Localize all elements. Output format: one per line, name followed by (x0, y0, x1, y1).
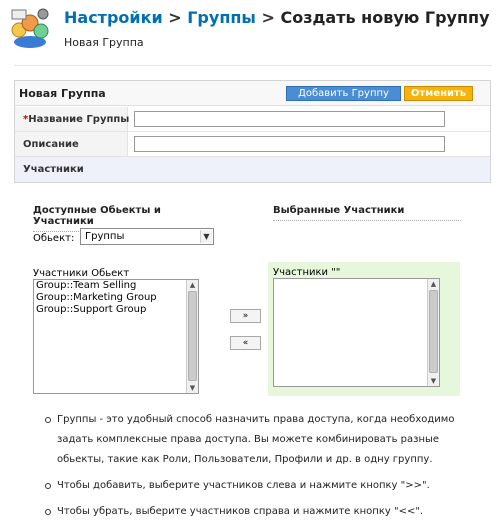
selected-members-title: Выбранные Участники (273, 205, 461, 221)
description-label: Описание (15, 132, 128, 156)
breadcrumb-settings-link[interactable]: Настройки (64, 8, 163, 27)
help-notes (36, 410, 456, 522)
object-type-selected: Группы (85, 231, 125, 242)
group-name-input[interactable] (134, 111, 445, 127)
list-item (36, 502, 456, 522)
form-header (15, 81, 490, 106)
scroll-up-arrow-icon[interactable]: ▲ (430, 280, 437, 288)
breadcrumb-groups-link[interactable]: Группы (187, 8, 256, 27)
scrollbar-thumb[interactable] (429, 290, 438, 373)
list-item[interactable]: Group::Marketing Group (36, 292, 157, 303)
add-group-button[interactable]: Добавить Группу (286, 86, 401, 101)
selected-list-label: Участники "" (273, 267, 341, 278)
scroll-down-arrow-icon[interactable]: ▼ (430, 377, 437, 385)
scroll-up-arrow-icon[interactable]: ▲ (189, 281, 196, 289)
cancel-button[interactable]: Отменить (404, 86, 473, 101)
group-name-row (15, 107, 490, 132)
list-item[interactable]: Group::Support Group (36, 304, 147, 315)
form-title: Новая Группа (19, 87, 106, 100)
bullet-icon (45, 483, 51, 489)
members-row (15, 157, 490, 182)
breadcrumb-separator: > (261, 8, 275, 27)
object-label: Обьект: (33, 233, 75, 244)
breadcrumb-separator: > (168, 8, 182, 27)
description-input[interactable] (134, 136, 445, 152)
bullet-icon (45, 509, 51, 515)
scrollbar[interactable] (427, 279, 439, 386)
scroll-down-arrow-icon[interactable]: ▼ (189, 384, 196, 392)
page-header (0, 0, 500, 62)
note-text: Группы - это удобный способ назначить права доступа, когда необходимо задать комплексные права доступа. Вы можете комбинировать разные обьекты, такие как Роли, Пользователи, Профили и др. в одну группу. (57, 414, 455, 465)
group-name-label (15, 107, 128, 131)
group-name-label-text: Название Группы (28, 114, 130, 125)
available-list-label: Участники Обьект (33, 268, 130, 279)
list-item (36, 410, 456, 470)
scrollbar-thumb[interactable] (188, 291, 197, 381)
scrollbar[interactable] (186, 280, 198, 393)
description-row (15, 132, 490, 157)
note-text: Чтобы убрать, выберите участников справа и нажмите кнопку "<<". (57, 506, 424, 517)
page-subtitle: Новая Группа (64, 36, 144, 49)
groups-settings-icon (8, 6, 52, 50)
required-mark: * (23, 114, 29, 125)
available-members-title: Доступные Обьекты и Участники (33, 205, 213, 232)
header-divider (14, 65, 492, 66)
bullet-icon (45, 417, 51, 423)
available-members-list[interactable] (33, 279, 199, 394)
breadcrumb (64, 8, 490, 27)
selected-members-panel (268, 262, 460, 396)
group-form (14, 80, 491, 183)
remove-members-button[interactable]: « (230, 336, 261, 350)
object-type-select[interactable] (80, 228, 214, 245)
selected-members-list[interactable] (273, 278, 440, 387)
members-label: Участники (23, 164, 84, 175)
list-item (36, 476, 456, 496)
chevron-down-icon: ▼ (200, 230, 212, 243)
list-item[interactable]: Group::Team Selling (36, 280, 137, 291)
breadcrumb-current: Создать новую Группу (280, 8, 490, 27)
add-members-button[interactable]: » (230, 309, 261, 323)
note-text: Чтобы добавить, выберите участников слева и нажмите кнопку ">>". (57, 480, 430, 491)
